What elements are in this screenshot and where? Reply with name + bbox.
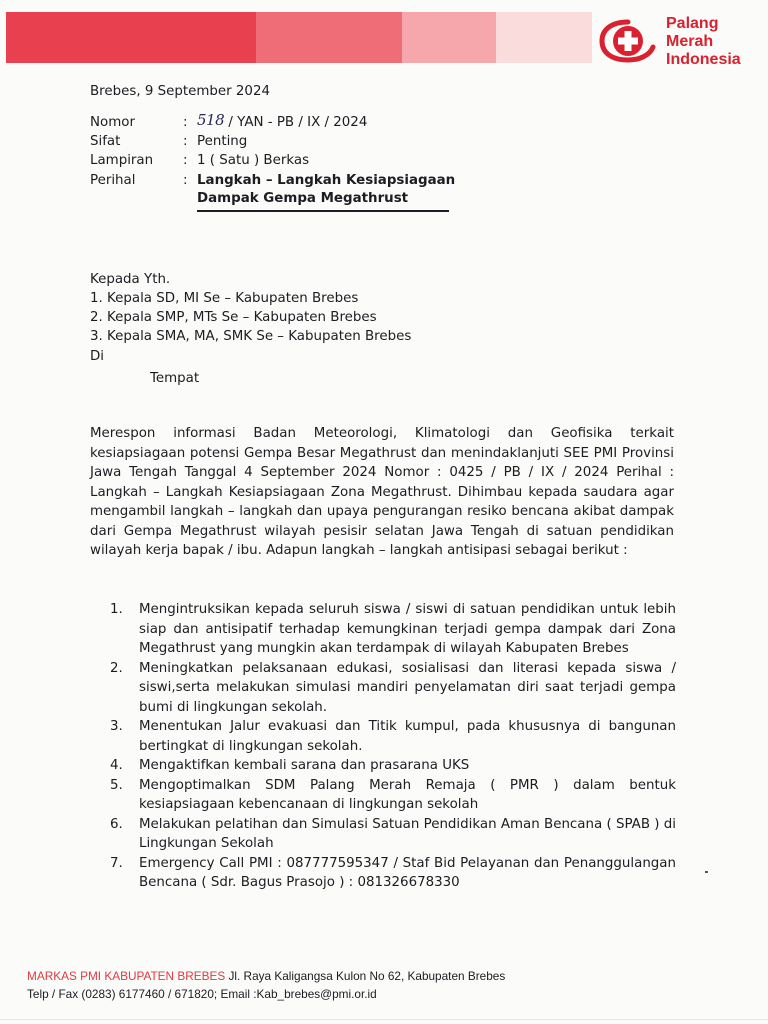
- step-number: 4.: [110, 758, 123, 773]
- logo-line-3: Indonesia: [666, 51, 741, 68]
- step-text: Mengoptimalkan SDM Palang Merah Remaja ( PMR ) dalam bentuk kesiapsiagaan kebencanaan di lingkungan sekolah: [139, 777, 676, 812]
- recipient-2: 2. Kepala SMP, MTs Se – Kabupaten Brebes: [90, 310, 377, 325]
- list-item: [110, 717, 676, 756]
- lampiran-colon: :: [183, 153, 188, 168]
- step-number: 5.: [110, 777, 123, 793]
- header-band-segment-4: [496, 12, 592, 63]
- step-number: 3.: [110, 719, 123, 734]
- list-item: [110, 854, 676, 893]
- step-text: Mengaktifkan kembali sarana dan prasarana UKS: [139, 758, 470, 773]
- step-text: Melakukan pelatihan dan Simulasi Satuan Pendidikan Aman Bencana ( SPAB ) di Lingkungan Sekolah: [139, 816, 676, 851]
- header-band-segment-1: [6, 12, 256, 63]
- addressee-greeting: Kepada Yth.: [90, 272, 171, 287]
- nomor-rest: / YAN - PB / IX / 2024: [228, 115, 368, 130]
- footer-contact: Telp / Fax (0283) 6177460 / 671820; Email :Kab_brebes@pmi.or.id: [27, 987, 377, 1001]
- step-text: Menentukan Jalur evakuasi dan Titik kumpul, pada khususnya di bangunan bertingkat di lingkungan sekolah.: [139, 719, 676, 754]
- steps-list: [110, 600, 676, 893]
- header-band-segment-2: [256, 12, 402, 63]
- recipient-1: 1. Kepala SD, MI Se – Kabupaten Brebes: [90, 291, 359, 306]
- list-item: [110, 756, 676, 776]
- list-item: [110, 659, 676, 718]
- page-bottom-edge: [0, 1019, 768, 1020]
- logo-line-1: Palang: [666, 15, 719, 32]
- step-number: 1.: [110, 602, 123, 617]
- step-number: 7.: [110, 855, 123, 871]
- step-text: Mengintruksikan kepada seluruh siswa / siswi di satuan pendidikan untuk lebih siap dan antisipatif terhadap kemungkinan terjadi gempa dampak dari Zona Megathrust yang mungkin akan terdampak di wilayah Kabupaten Brebes: [139, 602, 676, 656]
- footer-address-line: [27, 969, 505, 983]
- pmi-logo: [598, 8, 768, 68]
- nomor-colon: :: [183, 115, 188, 130]
- list-item: [110, 600, 676, 659]
- list-item: [110, 815, 676, 854]
- addressee-tempat: Tempat: [150, 371, 200, 386]
- footer-office-name: MARKAS PMI KABUPATEN BREBES: [27, 969, 226, 983]
- perihal-line-2: Dampak Gempa Megathrust: [197, 191, 409, 206]
- scan-speck: [705, 871, 708, 873]
- step-text: Emergency Call PMI : 087777595347 / Staf Bid Pelayanan dan Penanggulangan Bencana ( Sdr. Bagus Prasojo ) : 081326678330: [139, 855, 676, 890]
- red-cross-emblem-icon: [598, 19, 658, 63]
- body-paragraph: Merespon informasi Badan Meteorologi, Klimatologi dan Geofisika terkait kesiapsiagaan potensi Gempa Besar Megathrust dan menindaklanjuti SEE PMI Provinsi Jawa Tengah Tanggal 4 September 2024 Nomor : 0425 / PB / IX / 2024 Perihal : Langkah – Langkah Kesiapsiagaan Zona Megathrust. Dihimbau kepada saudara agar mengambil langkah – langkah dan upaya pengurangan resiko bencana akibat dampak dari Gempa Megathrust wilayah pesisir selatan Jawa Tengah di satuan pendidikan wilayah kerja bapak / ibu. Adapun langkah – langkah antisipasi sebagai berikut :: [90, 426, 674, 558]
- footer-address: Jl. Raya Kaligangsa Kulon No 62, Kabupaten Brebes: [228, 969, 506, 983]
- sifat-value: Penting: [197, 134, 248, 149]
- lampiran-value: 1 ( Satu ) Berkas: [197, 153, 310, 168]
- lampiran-label: Lampiran: [90, 153, 154, 168]
- perihal-label: Perihal: [90, 173, 136, 188]
- step-text: Meningkatkan pelaksanaan edukasi, sosialisasi dan literasi kepada siswa / siswi,serta melakukan simulasi mandiri penyelamatan diri saat terjadi gempa bumi di lingkungan sekolah.: [139, 660, 676, 715]
- logo-wordmark: [666, 15, 741, 69]
- nomor-value: [197, 111, 367, 129]
- sifat-colon: :: [183, 134, 188, 149]
- perihal-underline: [197, 210, 449, 212]
- nomor-label: Nomor: [90, 115, 135, 130]
- letter-date: Brebes, 9 September 2024: [90, 84, 270, 99]
- step-number: 6.: [110, 816, 123, 832]
- handwritten-letter-number: 518: [197, 111, 225, 129]
- perihal-line-1: Langkah – Langkah Kesiapsiagaan: [197, 173, 456, 188]
- addressee-di: Di: [90, 349, 105, 364]
- list-item: [110, 776, 676, 815]
- header-band-segment-3: [402, 12, 496, 63]
- perihal-colon: :: [183, 173, 188, 188]
- step-number: 2.: [110, 660, 123, 676]
- sifat-label: Sifat: [90, 134, 121, 149]
- recipient-3: 3. Kepala SMA, MA, SMK Se – Kabupaten Brebes: [90, 329, 412, 344]
- logo-line-2: Merah: [666, 33, 714, 50]
